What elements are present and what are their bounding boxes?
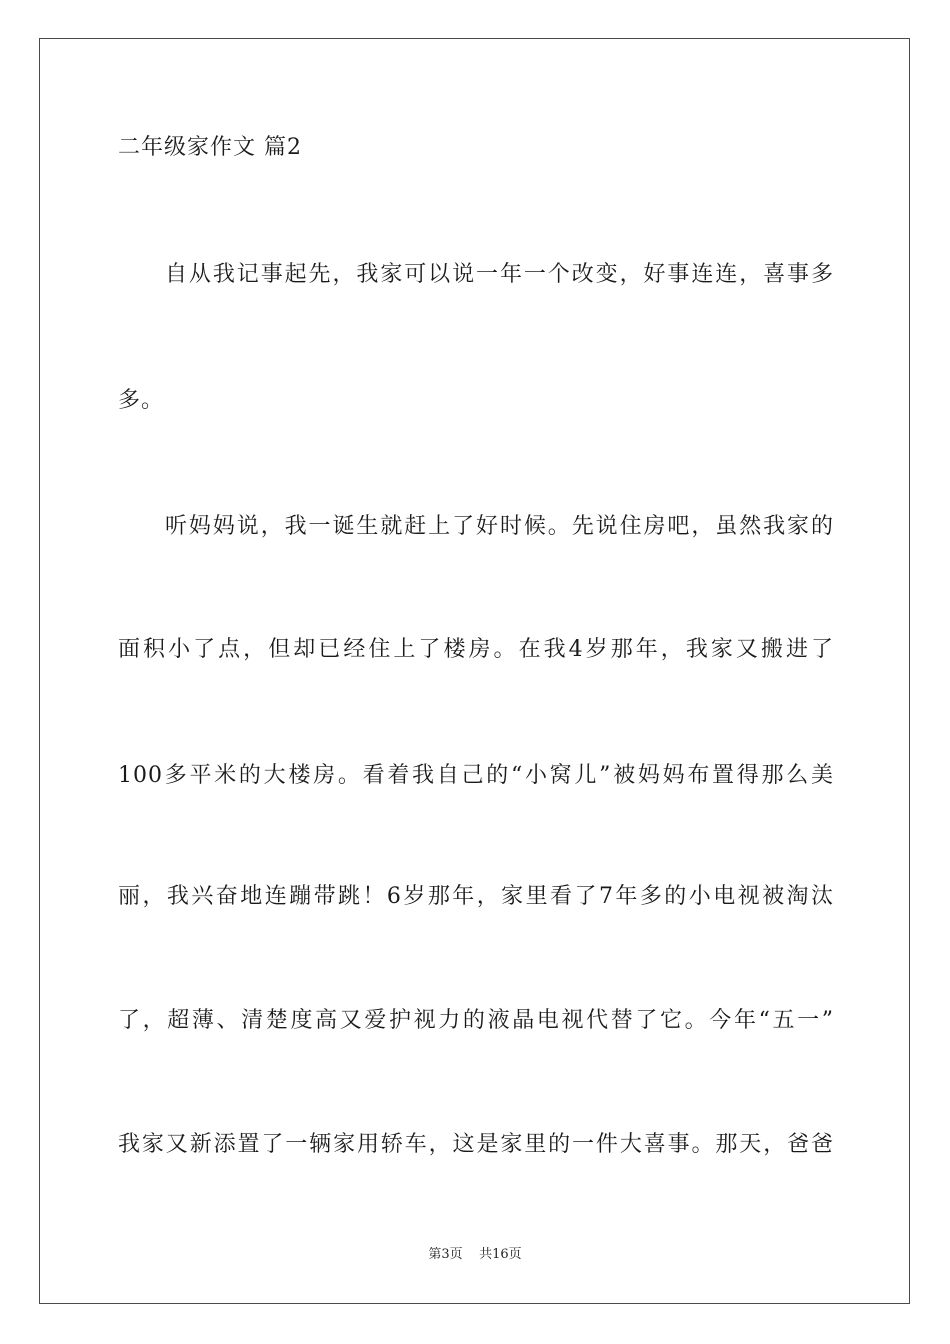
paragraph-2-line-6: 我家又新添置了一辆家用轿车，这是家里的一件大喜事。那天，爸爸 xyxy=(118,1132,834,1157)
essay-heading: 二年级家作文 篇2 xyxy=(118,135,302,160)
paragraph-1-line-1: 自从我记事起先，我家可以说一年一个改变，好事连连，喜事多 xyxy=(165,262,834,287)
paragraph-2-line-2: 面积小了点，但却已经住上了楼房。在我4岁那年，我家又搬进了 xyxy=(118,637,834,662)
paragraph-2-line-4: 丽，我兴奋地连蹦带跳！6岁那年，家里看了7年多的小电视被淘汰 xyxy=(118,884,834,909)
paragraph-1-line-2: 多。 xyxy=(118,388,165,413)
paragraph-2-line-3: 100多平米的大楼房。看着我自己的“小窝儿”被妈妈布置得那么美 xyxy=(118,763,834,788)
page-footer xyxy=(0,1246,950,1264)
page-number: 第3页 xyxy=(428,1247,463,1262)
page-border xyxy=(39,38,910,1304)
paragraph-2-line-1: 听妈妈说，我一诞生就赶上了好时候。先说住房吧，虽然我家的 xyxy=(165,514,834,539)
page-total: 共16页 xyxy=(479,1247,522,1262)
paragraph-2-line-5: 了，超薄、清楚度高又爱护视力的液晶电视代替了它。今年“五一” xyxy=(118,1008,834,1033)
